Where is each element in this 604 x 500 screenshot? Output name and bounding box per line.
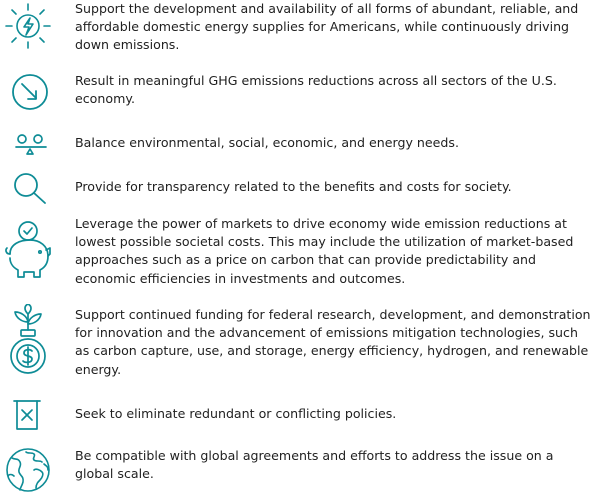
lightning-sun-icon: [0, 2, 56, 52]
downward-arrow-circle-icon: [0, 72, 56, 112]
principle-text: Seek to eliminate redundant or conflicting policies.: [75, 406, 397, 421]
piggy-bank-icon: [0, 220, 56, 282]
money-plant-jar-icon: [0, 304, 56, 376]
principle-text: Support continued funding for federal research, development, and demonstration for innovation and the advancement of emissions mitigation technologies, such as carbon capture, use, and storage, energy efficiency, hydrogen, and renewable energy.: [75, 307, 591, 377]
principle-text: Result in meaningful GHG emissions reductions across all sectors of the U.S. economy.: [75, 73, 557, 107]
globe-icon: [0, 446, 56, 494]
principle-text: Balance environmental, social, economic, and energy needs.: [75, 135, 459, 150]
principle-text: Be compatible with global agreements and efforts to address the issue on a global scale.: [75, 448, 554, 482]
trash-bin-x-icon: [0, 398, 56, 432]
magnifying-glass-icon: [0, 172, 56, 206]
balance-scale-icon: [0, 134, 56, 156]
principle-text: Support the development and availability of all forms of abundant, reliable, and affordable domestic energy supplies for Americans, while continuously driving down emissions.: [75, 1, 579, 53]
principle-text: Leverage the power of markets to drive economy wide emission reductions at lowest possible societal costs. This may include the utilization of market-based approaches such as a price on carbon that can provide predictability and economic efficiencies in investments and outcomes.: [75, 216, 574, 286]
principle-text: Provide for transparency related to the benefits and costs for society.: [75, 179, 512, 194]
